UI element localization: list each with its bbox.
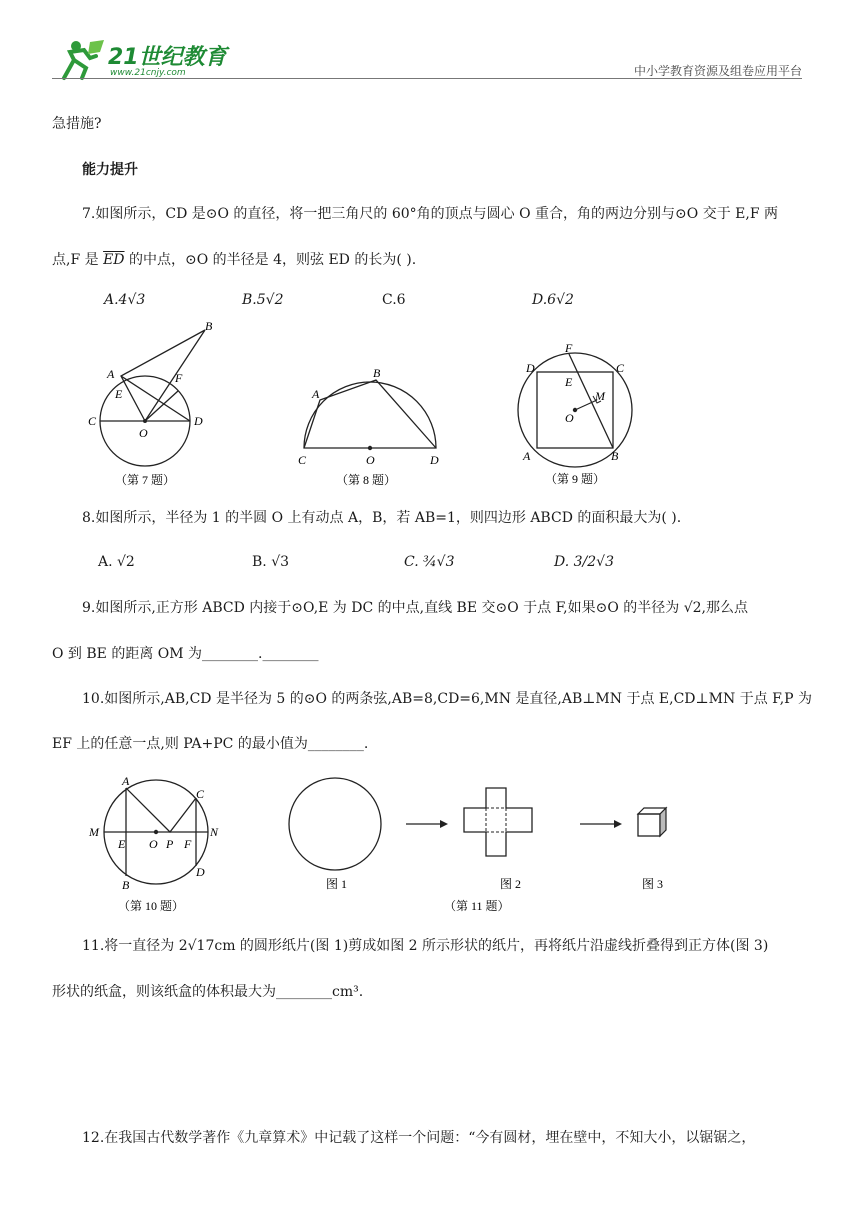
fig9-label-e: E (565, 375, 573, 389)
q7-option-a: A.4√3 (104, 292, 146, 308)
section-title: 能力提升 (82, 162, 138, 178)
fig11-sub1: 图 1 (326, 877, 348, 891)
fig9-label-b: B (611, 449, 619, 463)
fig7-label-a: A (107, 367, 115, 381)
header-tagline: 中小学教育资源及组卷应用平台 (633, 64, 802, 78)
q10-line2: EF 上的任意一点,则 PA+PC 的最小值为________. (52, 736, 369, 752)
fig9-label-o: O (565, 411, 574, 425)
fig10-label-n: N (210, 825, 219, 839)
q7-line1: 7.如图所示，CD 是⊙O 的直径，将一把三角尺的 60°角的顶点与圆心 O 重合，角的两边分别与⊙O 交于 E,F 两 (82, 206, 778, 222)
fig9-label-d: D (526, 361, 535, 375)
q7-line2 (52, 250, 416, 270)
fig7-caption: （第 7 题） (115, 473, 176, 487)
header-divider (52, 78, 802, 79)
fig11-sub3: 图 3 (642, 877, 664, 891)
q7-option-c: C.6 (382, 292, 406, 308)
fig11-caption: （第 11 题） (444, 899, 510, 913)
q9-line1: 9.如图所示,正方形 ABCD 内接于⊙O,E 为 DC 的中点,直线 BE 交⊙O 于点 F,如果⊙O 的半径为 √2,那么点 (82, 600, 748, 616)
fig8-label-c: C (298, 453, 307, 467)
fig7-label-e: E (115, 387, 123, 401)
fig10-label-a: A (122, 776, 130, 788)
fig7-label-d: D (194, 414, 203, 428)
fig8-label-b: B (373, 366, 381, 380)
q10-line1: 10.如图所示,AB,CD 是半径为 5 的⊙O 的两条弦,AB=8,CD=6,MN 是直径,AB⊥MN 于点 E,CD⊥MN 于点 F,P 为 (82, 691, 813, 707)
fig9-label-c: C (616, 361, 625, 375)
fig11-sub2: 图 2 (500, 877, 522, 891)
q7-line2-b: 的中点，⊙O 的半径是 4，则弦 ED 的长为( ). (128, 252, 417, 268)
figure-10 (86, 776, 226, 916)
fig10-label-p: P (166, 837, 174, 851)
figure-8 (290, 360, 450, 490)
q7-option-b: B.5√2 (242, 292, 284, 308)
fig9-label-a: A (523, 449, 531, 463)
fig8-label-d: D (430, 453, 439, 467)
q8-option-b: B. √3 (252, 554, 290, 570)
figure-9 (515, 340, 645, 492)
q7-arc-ed: $\overline{ED}$ (103, 252, 125, 268)
q8-option-c: C. ¾√3 (404, 554, 455, 570)
fig7-label-o: O (139, 426, 148, 440)
q8-option-d: D. 3/2√3 (554, 554, 614, 570)
fig9-label-m: M (595, 389, 605, 403)
brand-logo (60, 38, 230, 82)
fig9-caption: （第 9 题） (545, 472, 606, 486)
fig9-label-f: F (565, 341, 573, 355)
fig10-label-e: E (118, 837, 126, 851)
fig7-label-f: F (175, 371, 183, 385)
q12-line1: 12.在我国古代数学著作《九章算术》中记载了这样一个问题：“今有圆材，埋在壁中，不知大小，以锯锯之， (82, 1130, 756, 1146)
logo-text: 21世纪教育 (108, 45, 227, 70)
fig10-label-b: B (122, 878, 130, 892)
q8-text: 8.如图所示，半径为 1 的半圆 O 上有动点 A，B，若 AB=1，则四边形 ABCD 的面积最大为( ). (82, 510, 682, 526)
fig10-label-f: F (184, 837, 192, 851)
intro-tail: 急措施? (52, 116, 102, 132)
fig10-label-m: M (89, 825, 99, 839)
fig10-label-c: C (196, 787, 205, 801)
q9-line2: O 到 BE 的距离 OM 为________.________ (52, 646, 319, 662)
q11-line2: 形状的纸盒，则该纸盒的体积最大为________cm³. (52, 984, 364, 1000)
fig10-caption: （第 10 题） (118, 899, 185, 913)
figure-11 (280, 776, 690, 916)
fig8-label-o: O (366, 453, 375, 467)
logo-url: www.21cnjy.com (110, 68, 186, 78)
fig8-label-a: A (312, 387, 320, 401)
fig7-label-b: B (205, 319, 213, 333)
q7-option-d: D.6√2 (532, 292, 574, 308)
q7-line2-a: 点,F 是 (52, 252, 99, 268)
fig10-label-o: O (149, 837, 158, 851)
fig8-caption: （第 8 题） (336, 473, 397, 487)
q11-line1: 11.将一直径为 2√17cm 的圆形纸片(图 1)剪成如图 2 所示形状的纸片，再将纸片沿虚线折叠得到正方体(图 3) (82, 938, 769, 954)
figure-7 (85, 316, 215, 491)
q8-option-a: A. √2 (98, 554, 135, 570)
fig7-label-c: C (88, 414, 97, 428)
fig10-label-d: D (196, 865, 205, 879)
